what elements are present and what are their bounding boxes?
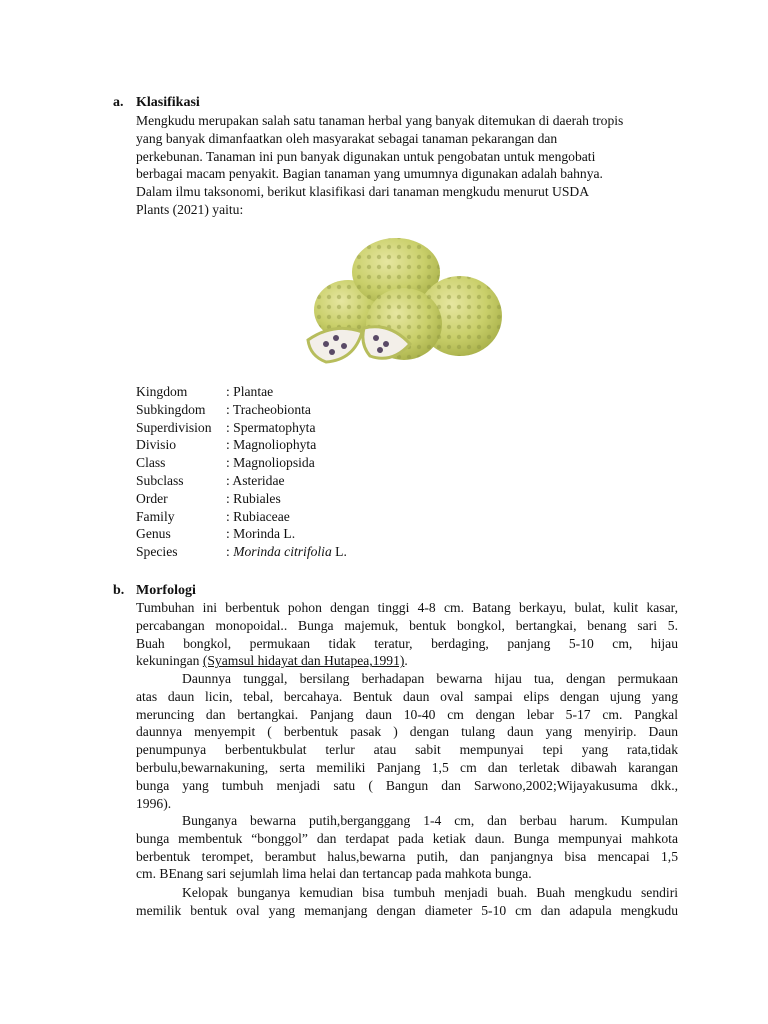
intro-line: Dalam ilmu taksonomi, berikut klasifikasi dari tanaman mengkudu menurut USDA [136, 184, 590, 200]
morfologi-paragraph-2 [136, 670, 678, 812]
taxonomy-rank: Kingdom [136, 384, 188, 399]
taxonomy-list [136, 383, 347, 561]
noni-fruit-slice-left [308, 328, 362, 362]
p1-last-prefix: kekuningan [136, 653, 203, 669]
paragraph-line: Daunnya tunggal, bersilang berhadapan bewarna hijau tua, dengan permukaan [182, 671, 678, 686]
taxonomy-rank: Divisio [136, 437, 177, 453]
taxonomy-row [136, 401, 347, 419]
morfologi-paragraph-4 [136, 884, 678, 920]
morfologi-paragraph-1 [136, 599, 678, 670]
taxonomy-value: : Rubiales [226, 490, 281, 506]
paragraph-line: berbulu,bewarnakuning, serta memiliki Panjang 1,5 cm dan terletak dibawah karangan [136, 759, 678, 775]
intro-line: yang banyak dimanfaatkan oleh masyarakat sebagai tanaman pekarangan dan [136, 130, 558, 146]
intro-line: Mengkudu merupakan salah satu tanaman herbal yang banyak ditemukan di daerah tropis [136, 113, 624, 128]
taxonomy-value: : Asteridae [226, 472, 285, 488]
taxonomy-row [136, 508, 347, 526]
taxonomy-value-prefix: : [226, 544, 234, 560]
taxonomy-value: : Magnoliopsida [226, 455, 315, 471]
intro-line: perkebunan. Tanaman ini pun banyak digunakan untuk pengobatan untuk mengobati [136, 148, 596, 164]
taxonomy-row [136, 454, 347, 472]
taxonomy-value-suffix: L. [331, 544, 347, 560]
taxonomy-row [136, 419, 347, 437]
taxonomy-row [136, 383, 347, 401]
taxonomy-rank: Superdivision [136, 419, 212, 435]
paragraph-line: cm. BEnang sari sejumlah lima helai dan tertancap pada mahkota bunga. [136, 866, 532, 882]
taxonomy-row [136, 490, 347, 508]
intro-line: Plants (2021) yaitu: [136, 201, 244, 217]
paragraph-line: berbentuk terompet, berambut halus,bewarna putih, dan panjangnya bisa mencapai 1,5 [136, 848, 678, 864]
taxonomy-rank: Genus [136, 526, 171, 542]
paragraph-line: bunga membentuk “bonggol” dan terdapat pada ketiak daun. Bunga mempunyai mahkota [136, 830, 678, 846]
citation-reference: (Syamsul hidayat dan Hutapea,1991) [202, 653, 405, 669]
taxonomy-value: : Rubiaceae [226, 508, 290, 524]
section-a-heading [113, 94, 200, 112]
taxonomy-row [136, 436, 347, 454]
species-name-italic: Morinda citrifolia [233, 544, 332, 560]
taxonomy-rank: Order [136, 490, 168, 506]
taxonomy-rank: Class [136, 455, 166, 471]
paragraph-line [136, 652, 678, 670]
section-a-letter: a. [113, 95, 124, 110]
taxonomy-rank: Family [136, 508, 175, 524]
taxonomy-row [136, 543, 347, 561]
taxonomy-rank: Subkingdom [136, 401, 206, 417]
taxonomy-rank: Subclass [136, 472, 184, 488]
taxonomy-value: : Plantae [226, 384, 274, 399]
paragraph-line: bunga yang tumbuh menjadi satu ( Bangun dan Sarwono,2002;Wijayakusuma dkk., [136, 777, 678, 793]
paragraph-line: meruncing dan bertangkai. Panjang daun 10-40 cm dengan lebar 5-17 cm. Pangkal [136, 706, 678, 722]
taxonomy-rank: Species [136, 544, 178, 560]
paragraph-line: Kelopak bunganya kemudian bisa tumbuh menjadi buah. Buah mengkudu sendiri [182, 885, 678, 900]
section-b-title: Morfologi [136, 583, 196, 598]
section-b-heading [113, 582, 196, 600]
paragraph-line: penumpunya berbentukbulat terlur atau sabit mempunyai tepi yang rata,tidak [136, 742, 678, 758]
taxonomy-value: : Tracheobionta [226, 401, 311, 417]
section-a-intro [136, 112, 678, 219]
taxonomy-row [136, 472, 347, 490]
paragraph-line: daunnya menyempit ( berbentuk pasak ) dengan tulang daun yang menyirip. Daun [136, 724, 678, 740]
paragraph-line: percabangan monopoidal.. Bunga majemuk, bentuk bongkol, bertangkai, benang sari 5. [136, 617, 678, 633]
section-a-title: Klasifikasi [136, 95, 200, 110]
taxonomy-value: : Morinda L. [226, 526, 296, 542]
paragraph-line: Bunganya bewarna putih,berganggang 1-4 cm, dan berbau harum. Kumpulan [182, 813, 678, 828]
taxonomy-value: : Spermatophyta [226, 419, 316, 435]
intro-line: berbagai macam penyakit. Bagian tanaman yang umumnya digunakan adalah bahnya. [136, 166, 603, 182]
taxonomy-value [226, 543, 347, 561]
paragraph-line: memilik bentuk oval yang memanjang dengan diameter 5-10 cm dan adapula mengkudu [136, 902, 678, 918]
taxonomy-value: : Magnoliophyta [226, 437, 317, 453]
p1-last-suffix: . [404, 653, 408, 669]
noni-fruit-image [304, 232, 506, 376]
paragraph-line: Buah bongkol, permukaan tidak teratur, berdaging, panjang 5-10 cm, hijau [136, 635, 678, 651]
section-b-letter: b. [113, 583, 125, 598]
taxonomy-row [136, 525, 347, 543]
paragraph-line: atas daun licin, tebal, bercahaya. Bentuk daun oval sampai elips dengan ujung yang [136, 688, 678, 704]
morfologi-paragraph-3 [136, 812, 678, 883]
paragraph-line: Tumbuhan ini berbentuk pohon dengan tinggi 4-8 cm. Batang berkayu, bulat, kulit kasar, [136, 600, 678, 615]
paragraph-line: 1996). [136, 795, 172, 811]
